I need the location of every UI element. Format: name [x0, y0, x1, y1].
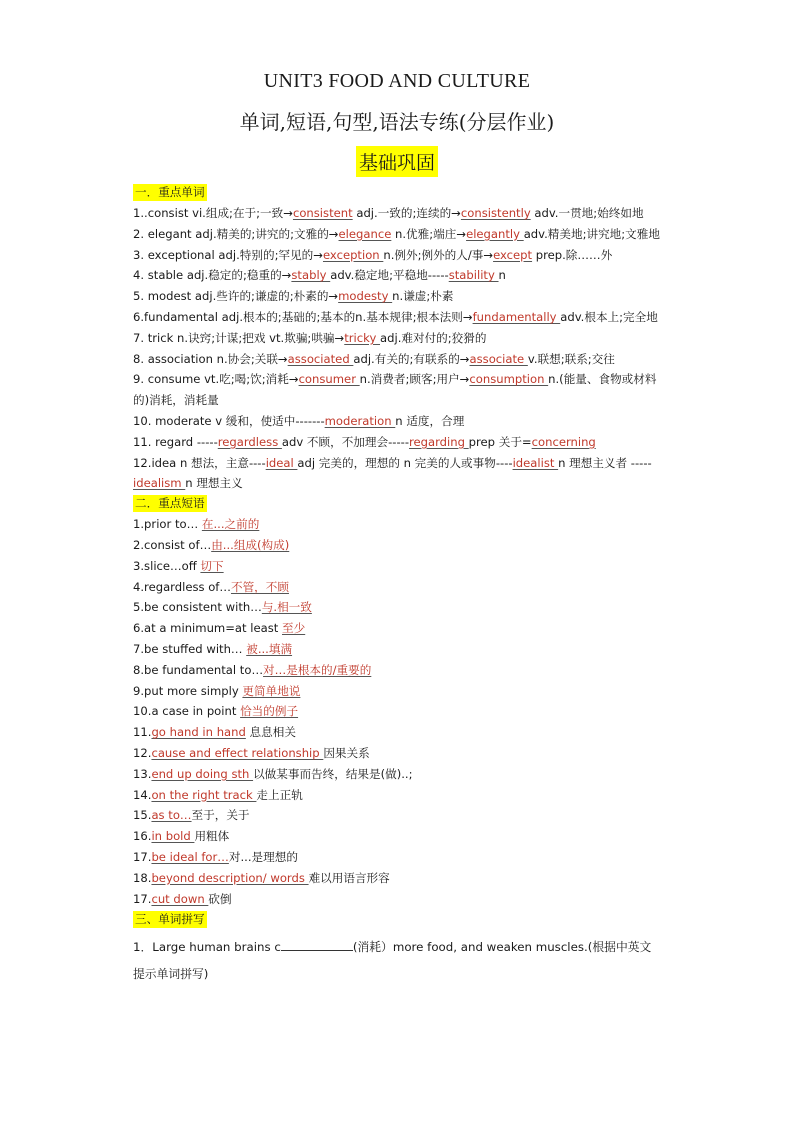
item-text: 7. trick n.诀窍;计谋;把戏 vt.欺骗;哄骗→	[133, 330, 345, 345]
list-item	[133, 265, 661, 286]
answer-text: stably	[291, 268, 331, 283]
answer-text: cut down	[151, 891, 209, 906]
key-words-list	[133, 203, 661, 494]
item-text: adv 不顾，不加理会-----	[281, 434, 410, 449]
item-text: 15.	[133, 808, 152, 823]
item-text: n 适度，合理	[395, 413, 465, 428]
item-text: 5.be consistent with…	[133, 600, 262, 615]
list-item	[133, 432, 661, 453]
answer-text: 与.相一致	[261, 600, 312, 615]
list-item	[133, 224, 661, 245]
item-text: 以做某事而告终，结果是(做)..;	[253, 766, 413, 781]
answer-text: as to…	[151, 808, 192, 823]
answer-text: 切下	[200, 558, 224, 573]
list-item	[133, 847, 661, 868]
list-item	[133, 245, 661, 266]
answer-blank[interactable]	[281, 938, 353, 951]
item-text: 18.	[133, 870, 152, 885]
item-text: adv.根本上;完全地	[560, 309, 658, 324]
item-text: 走上正轨	[256, 787, 303, 802]
answer-text: consumption	[469, 372, 549, 387]
answer-text: exception	[322, 247, 384, 262]
item-text: v.联想;联系;交往	[527, 351, 615, 366]
list-item	[133, 453, 661, 495]
item-text: 1..consist vi.组成;在于;一致→	[133, 206, 293, 220]
answer-text: modesty	[338, 289, 393, 304]
section-key-phrases	[133, 495, 661, 514]
item-text: 12.idea n 想法，主意----	[133, 455, 266, 470]
answer-text: except	[493, 247, 533, 262]
item-text: n.(能量、食物或材料的)消耗，消耗量	[133, 372, 657, 408]
list-item	[133, 826, 661, 847]
answer-text: regarding	[409, 434, 469, 449]
item-text: n 理想主义者 -----	[558, 455, 652, 470]
item-text: 12.	[133, 745, 152, 760]
answer-text: idealism	[133, 476, 186, 491]
list-item	[133, 307, 661, 328]
answer-text: fundamentally	[472, 309, 561, 324]
item-text: 4. stable adj.稳定的;稳重的→	[133, 268, 292, 283]
list-item	[133, 639, 661, 660]
item-text: 2.consist of…	[133, 537, 212, 552]
answer-text: 由...组成(构成)	[211, 537, 290, 552]
list-item	[133, 868, 661, 889]
answer-text: 恰当的例子	[240, 704, 299, 719]
item-text: 8.be fundamental to…	[133, 662, 264, 677]
answer-text: tricky	[344, 330, 381, 345]
answer-text: elegance	[338, 226, 392, 241]
answer-text: 在...之前的	[201, 517, 260, 532]
question-text: (消耗）more food, and weaken muscles.(根据中英文提示单词拼写)	[133, 940, 652, 982]
list-item	[133, 681, 661, 702]
item-text: adj 完美的，理想的 n 完美的人或事物----	[297, 455, 513, 470]
item-text: 3. exceptional adj.特别的;罕见的→	[133, 247, 323, 262]
item-text: 3.slice…off	[133, 558, 201, 573]
level-tag-wrap	[0, 146, 794, 177]
list-item	[133, 701, 661, 722]
item-text: 息息相关	[245, 725, 296, 740]
answer-text: cause and effect relationship	[151, 745, 324, 760]
answer-text: ideal	[265, 455, 298, 470]
answer-text: be ideal for…	[151, 849, 229, 864]
item-text: 13.	[133, 766, 152, 781]
list-item	[133, 785, 661, 806]
page-title: UNIT3 FOOD AND CULTURE	[263, 70, 531, 92]
list-item	[133, 660, 661, 681]
answer-text: regardless	[217, 434, 282, 449]
answer-text: 不管，不顾	[230, 579, 289, 594]
item-text: 11. regard -----	[133, 434, 218, 449]
item-text: 5. modest adj.些许的;谦虚的;朴素的→	[133, 289, 339, 304]
item-text: n.消费者;顾客;用户→	[359, 372, 470, 387]
item-text: 2. elegant adj.精美的;讲究的;文雅的→	[133, 226, 339, 241]
list-item	[133, 349, 661, 370]
answer-text: associate	[469, 351, 528, 366]
answer-text: idealist	[512, 455, 559, 470]
item-text: 因果关系	[323, 745, 370, 760]
list-item	[133, 889, 661, 910]
answer-text: 被...填满	[246, 641, 293, 656]
item-text: 16.	[133, 829, 152, 844]
answer-text: 对…是根本的/重要的	[263, 662, 372, 677]
item-text: adj.难对付的;狡猾的	[380, 330, 487, 345]
list-item	[133, 535, 661, 556]
item-text: n.谦虚;朴素	[392, 289, 454, 304]
answer-text: consistent	[292, 206, 353, 220]
answer-text: consumer	[298, 372, 360, 387]
list-item	[133, 203, 661, 224]
item-text: 6.fundamental adj.根本的;基础的;基本的n.基本规律;根本法则→	[133, 309, 473, 324]
item-text: n.优雅;端庄→	[391, 226, 467, 241]
item-text: 砍倒	[208, 891, 232, 906]
item-text: 至于，关于	[191, 808, 250, 823]
list-item	[133, 743, 661, 764]
answer-text: elegantly	[466, 226, 524, 241]
item-text: 17.	[133, 849, 152, 864]
list-item	[133, 805, 661, 826]
item-text: 11.	[133, 725, 152, 740]
answer-text: consistently	[460, 206, 531, 220]
item-text: 难以用语言形容	[308, 870, 390, 885]
answer-text: end up doing sth	[151, 766, 254, 781]
section-spelling	[133, 911, 661, 930]
answer-text: moderation	[324, 413, 396, 428]
item-text: n 理想主义	[185, 476, 243, 491]
question-text: 1．Large human brains c	[133, 940, 281, 955]
list-item	[133, 286, 661, 307]
list-item	[133, 514, 661, 535]
worksheet-content	[133, 184, 661, 988]
list-item	[133, 328, 661, 349]
answer-text: stability	[448, 268, 499, 283]
page-subtitle: 单词,短语,句型,语法专练(分层作业)	[239, 110, 555, 134]
item-text: adj.一致的;连续的→	[352, 206, 461, 220]
item-text: adv.精美地;讲究地;文雅地	[523, 226, 660, 241]
list-item	[133, 556, 661, 577]
item-text: adv.一贯地;始终如地	[530, 206, 644, 220]
answer-text: go hand in hand	[151, 725, 246, 740]
section-heading: 三、单词拼写	[135, 912, 205, 927]
item-text: 10.a case in point	[133, 704, 241, 719]
item-text: prep 关于=	[468, 434, 532, 449]
item-text: adj.有关的;有联系的→	[353, 351, 470, 366]
item-text: n	[498, 268, 506, 283]
item-text: n.例外;例外的人/事→	[383, 247, 494, 262]
list-item	[133, 369, 661, 411]
item-text: 9. consume vt.吃;喝;饮;消耗→	[133, 372, 299, 387]
item-text: adv.稳定地;平稳地-----	[330, 268, 449, 283]
item-text: 17.	[133, 891, 152, 906]
answer-text: associated	[287, 351, 354, 366]
answer-text: beyond description/ words	[151, 870, 309, 885]
item-text: 14.	[133, 787, 152, 802]
item-text: 9.put more simply	[133, 683, 243, 698]
item-text: 对...是理想的	[228, 849, 298, 864]
list-item	[133, 722, 661, 743]
item-text: 8. association n.协会;关联→	[133, 351, 288, 366]
section-heading: 二．重点短语	[135, 496, 205, 511]
spelling-question	[133, 934, 661, 988]
item-text: prep.除……外	[532, 247, 613, 262]
list-item	[133, 764, 661, 785]
answer-text: 更简单地说	[242, 683, 301, 698]
list-item	[133, 618, 661, 639]
answer-text: concerning	[531, 434, 596, 449]
item-text: 4.regardless of…	[133, 579, 231, 594]
answer-text: 至少	[282, 621, 306, 636]
key-phrases-list	[133, 514, 661, 909]
item-text: 10. moderate v 缓和，使适中-------	[133, 413, 325, 428]
section-key-words	[133, 184, 661, 203]
item-text: 6.at a minimum=at least	[133, 621, 282, 636]
list-item	[133, 411, 661, 432]
list-item	[133, 577, 661, 598]
item-text: 1.prior to…	[133, 517, 202, 532]
section-heading: 一．重点单词	[135, 185, 205, 199]
answer-text: in bold	[151, 829, 195, 844]
level-tag: 基础巩固	[356, 146, 438, 177]
list-item	[133, 597, 661, 618]
item-text: 用粗体	[194, 829, 230, 844]
item-text: 7.be stuffed with…	[133, 641, 247, 656]
answer-text: on the right track	[151, 787, 257, 802]
